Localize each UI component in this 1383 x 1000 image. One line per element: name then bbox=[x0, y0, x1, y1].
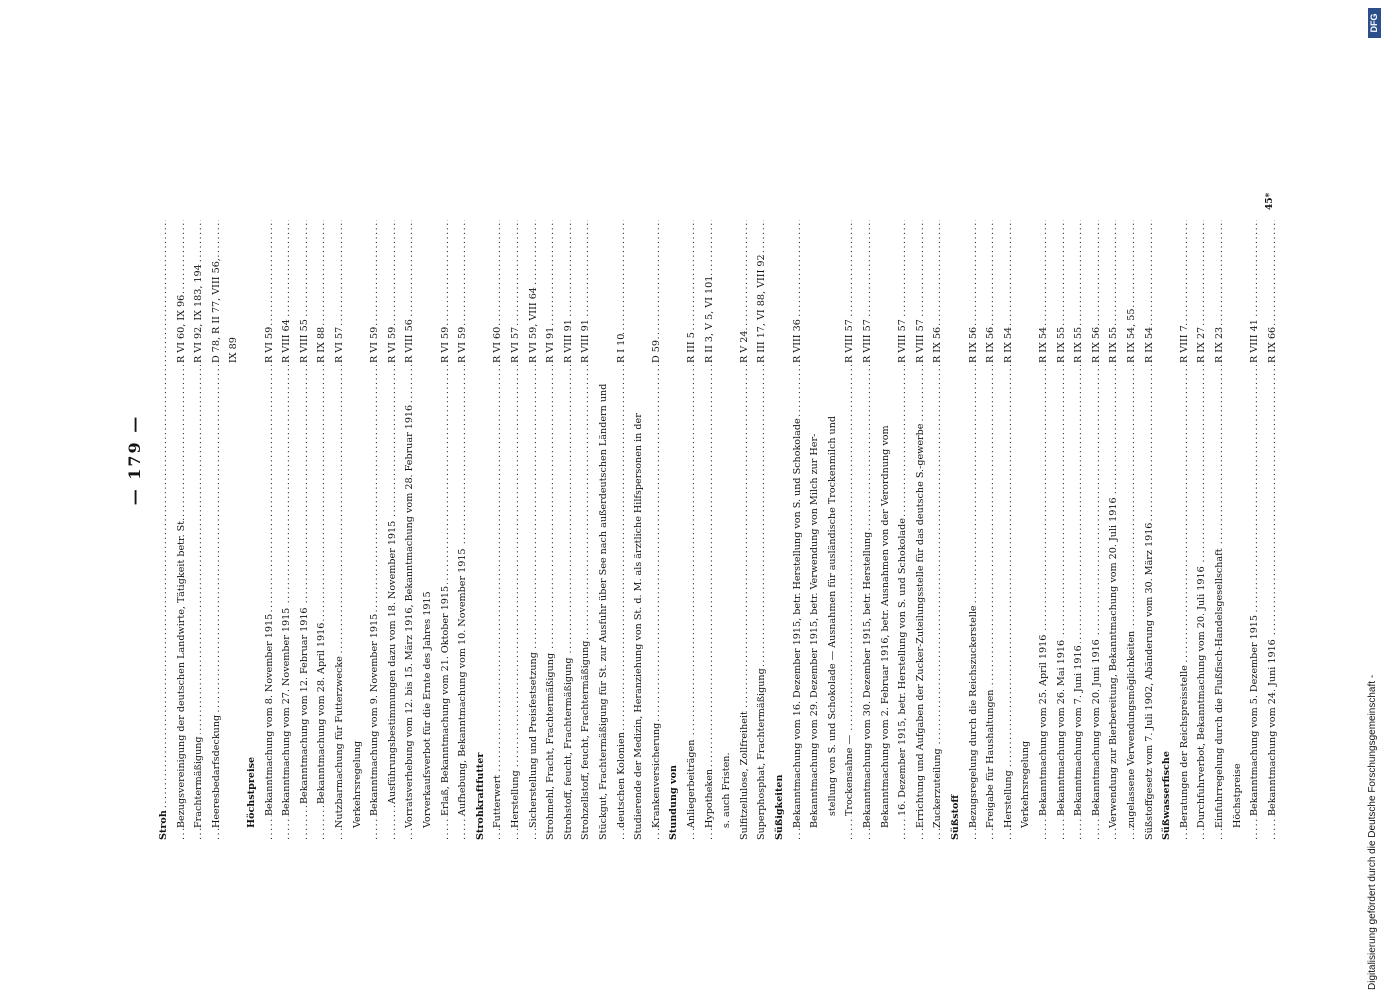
index-entry bbox=[1108, 220, 1119, 840]
index-entry bbox=[1038, 220, 1049, 840]
index-entry bbox=[264, 220, 275, 840]
entry-reference: R IX 54 bbox=[1038, 326, 1049, 363]
index-entry bbox=[563, 220, 574, 840]
entry-reference: R VIII 57 bbox=[914, 319, 926, 363]
index-entry bbox=[598, 220, 609, 840]
entry-reference: R IX 54, 55 bbox=[1126, 308, 1137, 363]
index-entry bbox=[932, 220, 943, 840]
entry-label: Beratungen der Reichspreisstelle bbox=[1178, 665, 1190, 828]
dfg-logo-label: DFG bbox=[1369, 13, 1379, 33]
entry-reference: R VI 57 bbox=[510, 326, 521, 363]
footnote-marker: 45* bbox=[1265, 192, 1275, 210]
entry-reference: R IX 56 bbox=[985, 326, 997, 363]
entry-reference: R VI 92, IX 183, 194 bbox=[193, 264, 205, 363]
entry-label: Strohstoff, feucht, Frachtermäßigung bbox=[562, 657, 574, 840]
entry-label: Süßstoffgesetz vom 7. Juli 1902, Abänderung vom 30. März 1916 bbox=[1143, 522, 1155, 840]
entry-label: Verwendung zur Bierbereitung, Bekanntmachung vom 20. Juli 1916 bbox=[1108, 497, 1120, 828]
entry-label: Nutzbarmachung für Futterzwecke bbox=[334, 656, 345, 828]
index-entry bbox=[475, 220, 486, 840]
entry-label: Trockensahne — bbox=[844, 734, 856, 816]
entry-reference: R V 24 bbox=[738, 330, 750, 363]
entry-reference: R VI 57 bbox=[334, 326, 345, 363]
entry-label: Futterwert bbox=[492, 774, 504, 828]
entry-reference: R III 5 bbox=[686, 332, 697, 363]
index-entry bbox=[492, 220, 503, 840]
index-entry bbox=[457, 220, 468, 840]
entry-label: Bekanntmachung vom 30. Dezember 1915, betr. Herstellung bbox=[862, 531, 873, 828]
entry-reference: R II 3, V 5, VI 101 bbox=[703, 275, 715, 363]
entry-label: Bekanntmachung vom 20. Juni 1916 bbox=[1090, 639, 1102, 816]
index-entry bbox=[616, 220, 627, 840]
digitization-credit bbox=[1366, 390, 1382, 990]
entry-label: Herstellung bbox=[510, 770, 521, 828]
index-entry bbox=[651, 220, 662, 840]
entry-label: Krankenversicherung bbox=[650, 722, 662, 828]
entry-reference: D 59 bbox=[650, 340, 662, 363]
entry-label: stellung von S. und Schokolade — Ausnahmen für ausländische Trockenmilch und bbox=[826, 415, 838, 816]
entry-reference: R IX 55 bbox=[1073, 326, 1085, 363]
entry-label: Frachtermäßigung bbox=[193, 736, 205, 828]
index-entry bbox=[404, 220, 415, 840]
dot-leader bbox=[1003, 220, 1014, 840]
index-entry bbox=[281, 220, 292, 840]
index-entry bbox=[528, 220, 539, 840]
entry-label: Verkehrsregelung bbox=[351, 740, 363, 828]
entry-label: Vorratsverhebung vom 12. bis 15. März 1916, Bekanntmachung vom 28. Februar 1916 bbox=[404, 404, 416, 828]
entry-reference: R IX 55 bbox=[1055, 326, 1067, 363]
entry-reference: R VI 59 bbox=[369, 326, 381, 363]
entry-label: s. auch Fristen. bbox=[721, 752, 733, 828]
entry-reference: R VIII 57 bbox=[862, 319, 873, 363]
index-entry bbox=[1144, 220, 1155, 840]
index-entry bbox=[950, 220, 961, 840]
entry-reference: R VIII 41 bbox=[1249, 319, 1261, 363]
entry-reference: R IX 56 bbox=[1090, 326, 1102, 363]
index-entry bbox=[756, 220, 767, 840]
entry-label: 16. Dezember 1915, betr. Herstellung von S. und Schokolade bbox=[897, 518, 909, 816]
entry-reference: R VIII 64 bbox=[281, 319, 293, 363]
index-entry bbox=[721, 220, 732, 840]
entry-label: Strohmehl, Fracht, Frachtermäßigung bbox=[545, 652, 557, 840]
dot-leader bbox=[510, 220, 521, 840]
entry-reference: R VI 60 bbox=[492, 326, 504, 363]
entry-reference: R III 17, VI 88, VIII 92 bbox=[756, 254, 768, 363]
entry-reference: R IX 56 bbox=[967, 326, 979, 363]
entry-label: Vorverkaufsverbot für die Ernte des Jahres 1915 bbox=[422, 591, 433, 828]
index-entry bbox=[1020, 220, 1031, 840]
entry-label: Bekanntmachung vom 27. November 1915 bbox=[281, 607, 293, 816]
dot-leader bbox=[158, 220, 169, 840]
entry-label: Stückgut, Frachtermäßigung für St. zur Ausfuhr über See nach außerdeutschen Ländern und bbox=[598, 383, 609, 840]
entry-label: Bekanntmachung vom 12. Februar 1916 bbox=[298, 607, 310, 804]
index-entry bbox=[915, 220, 926, 840]
entry-label: Bekanntmachung vom 7. Juni 1916 bbox=[1073, 645, 1085, 816]
entry-label: Höchstpreise bbox=[1231, 763, 1243, 828]
index-entry bbox=[1091, 220, 1102, 840]
index-entry bbox=[1232, 220, 1243, 840]
index-entry-list bbox=[158, 220, 1298, 840]
index-entry bbox=[827, 220, 838, 840]
entry-reference: R VIII 36 bbox=[791, 319, 803, 363]
entry-label: Bekanntmachung vom 2. Februar 1916, betr. Ausnahmen von der Verordnung vom bbox=[879, 425, 891, 828]
entry-reference: R IX 88 bbox=[316, 326, 328, 363]
entry-reference: R VIII 7 bbox=[1178, 325, 1190, 363]
index-entry bbox=[228, 220, 239, 840]
entry-label: Bekanntmachung vom 26. Mai 1916 bbox=[1055, 639, 1067, 816]
index-entry bbox=[844, 220, 855, 840]
index-entry bbox=[193, 220, 204, 840]
index-entry bbox=[968, 220, 979, 840]
index-entry bbox=[387, 220, 398, 840]
entry-label: Anliegerbeiträgen bbox=[686, 739, 697, 828]
index-entry bbox=[1249, 220, 1260, 840]
entry-reference: R VIII 55 bbox=[298, 319, 310, 363]
index-entry bbox=[686, 220, 697, 840]
entry-label: Süßstoff bbox=[950, 794, 961, 840]
entry-reference: R IX 54 bbox=[1002, 326, 1014, 363]
index-entry bbox=[880, 220, 891, 840]
entry-reference: R IX 56 bbox=[932, 326, 944, 363]
entry-label: Bekanntmachung vom 25. April 1916 bbox=[1038, 634, 1049, 816]
index-entry bbox=[176, 220, 187, 840]
entry-label: Stundung von bbox=[668, 765, 680, 840]
index-entry bbox=[792, 220, 803, 840]
entry-label: Ausführungsbestimmungen dazu vom 18. November 1915 bbox=[386, 520, 398, 804]
entry-label: Hypotheken bbox=[703, 768, 715, 828]
index-entry bbox=[985, 220, 996, 840]
index-entry bbox=[352, 220, 363, 840]
entry-label: Zuckerzuteilung bbox=[932, 748, 944, 828]
dfg-logo bbox=[1368, 8, 1381, 38]
entry-label: deutschen Kolonien bbox=[615, 732, 627, 828]
entry-reference: R VI 59 bbox=[263, 326, 275, 363]
entry-label: Stroh bbox=[158, 810, 169, 840]
entry-label: Errichtung und Aufgaben der Zucker-Zuteilungsstelle für das deutsche S.-gewerbe bbox=[914, 423, 926, 828]
index-entry bbox=[1056, 220, 1067, 840]
index-entry bbox=[580, 220, 591, 840]
credit-text: Digitalisierung gefördert durch die Deutsche Forschungsgemeinschaft - bbox=[1367, 674, 1378, 990]
entry-label: Bezugsregelung durch die Reichszuckerstelle bbox=[967, 605, 979, 828]
entry-label: Bekanntmachung vom 8. November 1915 bbox=[263, 613, 275, 816]
index-entry bbox=[633, 220, 644, 840]
entry-reference: R VIII 57 bbox=[897, 319, 909, 363]
entry-label: Bezugsvereinigung der deutschen Landwirte, Tätigkeit betr. St. bbox=[175, 517, 187, 828]
index-entry bbox=[1179, 220, 1190, 840]
index-entry bbox=[246, 220, 257, 840]
entry-reference: R IX 27 bbox=[1196, 326, 1208, 363]
entry-reference: R VIII 91 bbox=[580, 319, 592, 363]
entry-reference: R IX 66 bbox=[1266, 326, 1278, 363]
index-entry bbox=[158, 220, 169, 840]
index-entry bbox=[1161, 220, 1172, 840]
index-entry bbox=[422, 220, 433, 840]
entry-reference: R IX 23 bbox=[1214, 326, 1225, 363]
entry-reference: R VIII 57 bbox=[844, 319, 856, 363]
entry-label: Superphosphat, Frachtermäßigung bbox=[756, 668, 768, 840]
entry-reference: R VI 59 bbox=[439, 326, 451, 363]
index-entry bbox=[334, 220, 345, 840]
entry-reference: R VIII 91 bbox=[562, 319, 574, 363]
entry-reference: R VI 91 bbox=[545, 326, 557, 363]
index-entry bbox=[739, 220, 750, 840]
index-entry bbox=[369, 220, 380, 840]
dot-leader bbox=[492, 220, 503, 840]
index-entry bbox=[1126, 220, 1137, 840]
entry-label: Strohzellstoff, feucht, Frachtermäßigung bbox=[580, 640, 592, 840]
index-entry bbox=[440, 220, 451, 840]
entry-label: Heeresbedarfsdeckung bbox=[210, 714, 222, 828]
index-entry bbox=[211, 220, 222, 840]
entry-label: Einfuhrregelung durch die Flußfisch-Handelsgesellschaft bbox=[1214, 548, 1225, 828]
entry-reference: R VI 59 bbox=[386, 326, 398, 363]
index-entry bbox=[1073, 220, 1084, 840]
entry-label: Aufhebung, Bekanntmachung vom 10. November 1915 bbox=[457, 548, 469, 816]
entry-label: Studierende der Medizin, Heranziehung von St. d. M. als ärztliche Hilfspersonen in der bbox=[633, 413, 645, 840]
entry-label: Durchfuhrverbot, Bekanntmachung vom 20. Juli 1916 bbox=[1196, 566, 1208, 828]
entry-label: Höchstpreise bbox=[246, 756, 257, 828]
index-entry bbox=[1196, 220, 1207, 840]
entry-reference: R IX 54 bbox=[1143, 326, 1155, 363]
entry-reference: R I 10 bbox=[615, 333, 627, 363]
entry-label: Bekanntmachung vom 5. Dezember 1915 bbox=[1249, 614, 1261, 816]
entry-label: Bekanntmachung vom 24. Juni 1916 bbox=[1266, 639, 1278, 816]
index-entry bbox=[1267, 220, 1278, 840]
entry-reference: R VI 59, VIII 64 bbox=[527, 287, 539, 363]
index-entry bbox=[862, 220, 873, 840]
index-entry bbox=[668, 220, 679, 840]
entry-reference: R VI 59 bbox=[457, 326, 469, 363]
entry-reference: R IX 55 bbox=[1108, 326, 1120, 363]
index-entry bbox=[545, 220, 556, 840]
index-entry bbox=[299, 220, 310, 840]
entry-label: Bekanntmachung vom 9. November 1915 bbox=[369, 613, 381, 816]
entry-reference: R VIII 56 bbox=[404, 319, 416, 363]
entry-label: Freigabe für Haushaltungen bbox=[985, 689, 997, 828]
entry-label: Verkehrsregelung bbox=[1020, 740, 1032, 828]
entry-label: Strohkraftfutter bbox=[474, 752, 486, 840]
entry-label: Herstellung bbox=[1002, 770, 1014, 828]
index-entry bbox=[1214, 220, 1225, 840]
index-entry bbox=[316, 220, 327, 840]
index-entry bbox=[809, 220, 820, 840]
entry-label: Erlaß, Bekanntmachung vom 21. Oktober 1915 bbox=[439, 585, 451, 816]
entry-label: Bekanntmachung vom 28. April 1916 bbox=[316, 622, 328, 804]
entry-label: Bekanntmachung vom 16. Dezember 1915, betr. Herstellung von S. und Schokolade bbox=[791, 418, 803, 828]
entry-reference: R VI 60, IX 96 bbox=[175, 294, 187, 363]
entry-reference: IX 89 bbox=[228, 337, 240, 363]
entry-label: Süßwasserfische bbox=[1161, 751, 1173, 840]
entry-label: Süßigkeiten bbox=[774, 774, 785, 840]
page-number: — 179 — bbox=[125, 414, 144, 506]
index-entry bbox=[897, 220, 908, 840]
entry-label: Bekanntmachung vom 29. Dezember 1915, betr. Verwendung von Milch zur Her- bbox=[809, 433, 821, 828]
index-entry bbox=[704, 220, 715, 840]
entry-label: Sulfitzellulose, Zollfreiheit bbox=[738, 711, 750, 840]
index-entry bbox=[1003, 220, 1014, 840]
entry-label: Sicherstellung und Preisfestsetzung bbox=[527, 652, 539, 828]
entry-reference: D 78, R II 77, VIII 56, bbox=[210, 258, 222, 363]
entry-label: zugelassene Verwendungsmöglichkeiten bbox=[1126, 630, 1137, 828]
index-entry bbox=[774, 220, 785, 840]
index-entry bbox=[510, 220, 521, 840]
